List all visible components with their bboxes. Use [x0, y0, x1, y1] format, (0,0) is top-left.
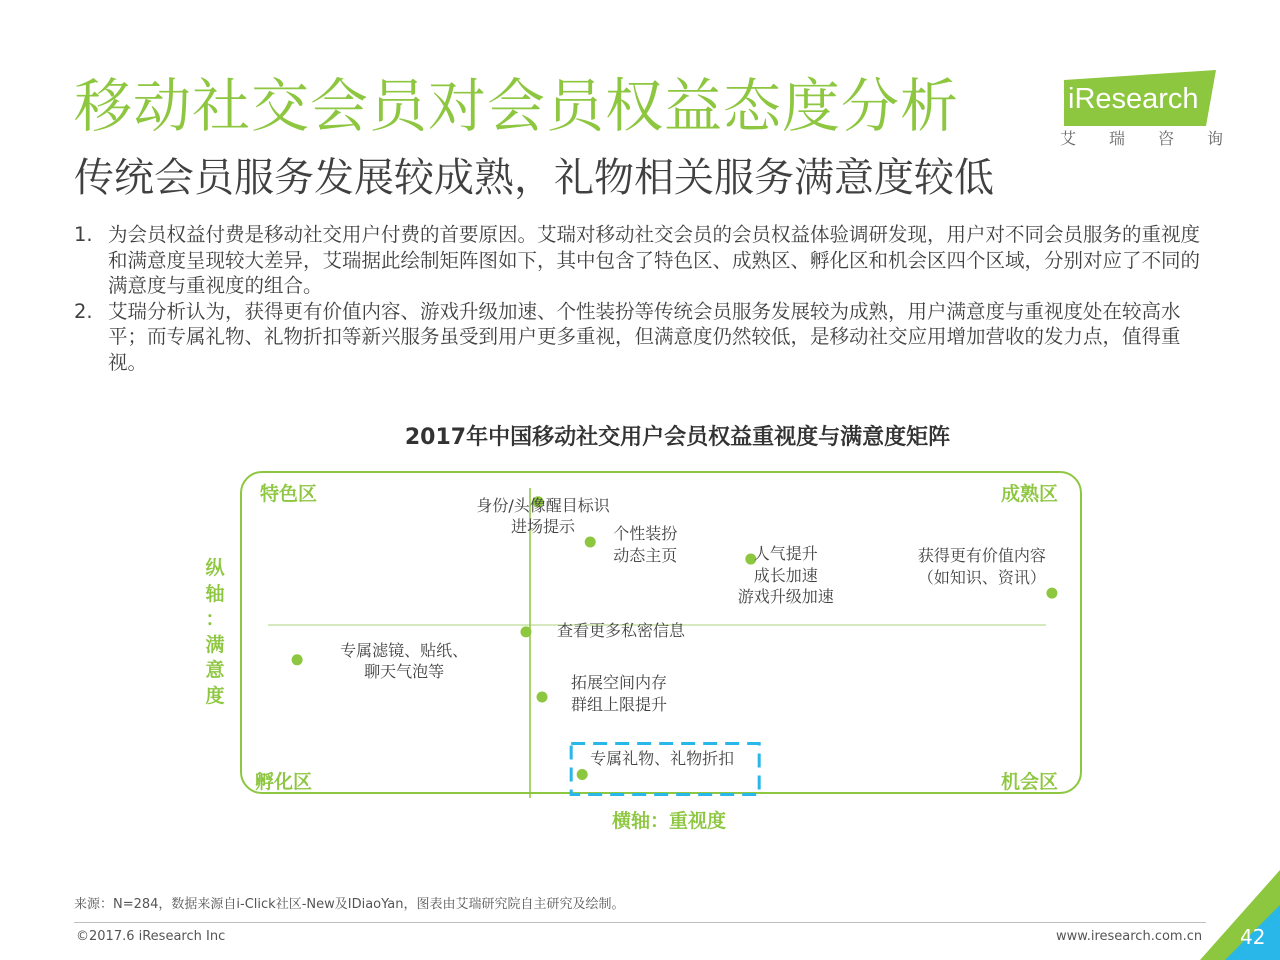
matrix-point — [520, 626, 531, 637]
footer-source: 来源：N=284，数据来源自i-Click社区-New及IDiaoYan，图表由艾瑞研究院自主研究及绘制。 — [74, 897, 625, 912]
point-label: 查看更多私密信息 — [556, 620, 685, 640]
quadrant-label-bottom-right: 机会区 — [1001, 771, 1059, 793]
point-label: 获得更有价值内容 （如知识、资讯） — [917, 546, 1046, 587]
matrix-point — [1046, 588, 1057, 599]
body-item-number: 1. — [74, 223, 93, 246]
point-label: 专属礼物、礼物折扣 — [590, 748, 735, 768]
logo-cn-text: 艾瑞咨询 — [1060, 129, 1257, 148]
matrix-point — [537, 692, 548, 703]
body-item-text: 艾瑞分析认为，获得更有价值内容、游戏升级加速、个性装扮等传统会员服务发展较为成熟，用户满意度与重视度处在较高水平；而专属礼物、礼物折扣等新兴服务虽受到用户更多重视，但满意度仍然较低，是移动社交应用增加营收的发力点，值得重视。 — [108, 299, 1181, 374]
matrix-point — [577, 769, 588, 780]
footer-copyright: ©2017.6 iResearch Inc — [76, 929, 226, 944]
point-label: 人气提升 成长加速 游戏升级加速 — [737, 544, 834, 607]
point-label: 个性装扮 动态主页 — [613, 524, 678, 565]
quadrant-label-top-right: 成熟区 — [1001, 483, 1059, 505]
quadrant-label-top-left: 特色区 — [260, 483, 318, 505]
footer-divider — [74, 922, 1206, 923]
point-label: 拓展空间内存 群组上限提升 — [571, 673, 668, 714]
quadrant-label-bottom-left: 孵化区 — [255, 771, 313, 793]
page-title: 移动社交会员对会员权益态度分析 — [74, 72, 960, 140]
body-item-text: 为会员权益付费是移动社交用户付费的首要原因。艾瑞对移动社交会员的会员权益体验调研发现，用户对不同会员服务的重视度和满意度呈现较大差异，艾瑞据此绘制矩阵图如下，其中包含了特色区、成熟区、孵化区和机会区四个区域，分别对应了不同的满意度与重视度的组合。 — [108, 223, 1201, 298]
x-axis-label: 横轴：重视度 — [612, 810, 727, 832]
point-label: 身份/头像醒目标识 进场提示 — [476, 495, 610, 537]
point-label: 专属滤镜、贴纸、 聊天气泡等 — [340, 640, 469, 682]
page-number: 42 — [1240, 925, 1266, 949]
y-axis-label: 纵 轴 ： 满 意 度 — [205, 557, 225, 707]
matrix-point — [292, 654, 303, 665]
chart-title: 2017年中国移动社交用户会员权益重视度与满意度矩阵 — [404, 425, 951, 450]
body-item-number: 2. — [74, 299, 93, 323]
page-subtitle: 传统会员服务发展较成熟，礼物相关服务满意度较低 — [74, 155, 994, 201]
logo-brand-text: iResearch — [1068, 83, 1199, 115]
matrix-point — [585, 537, 596, 548]
footer-url: www.iresearch.com.cn — [1056, 929, 1203, 944]
